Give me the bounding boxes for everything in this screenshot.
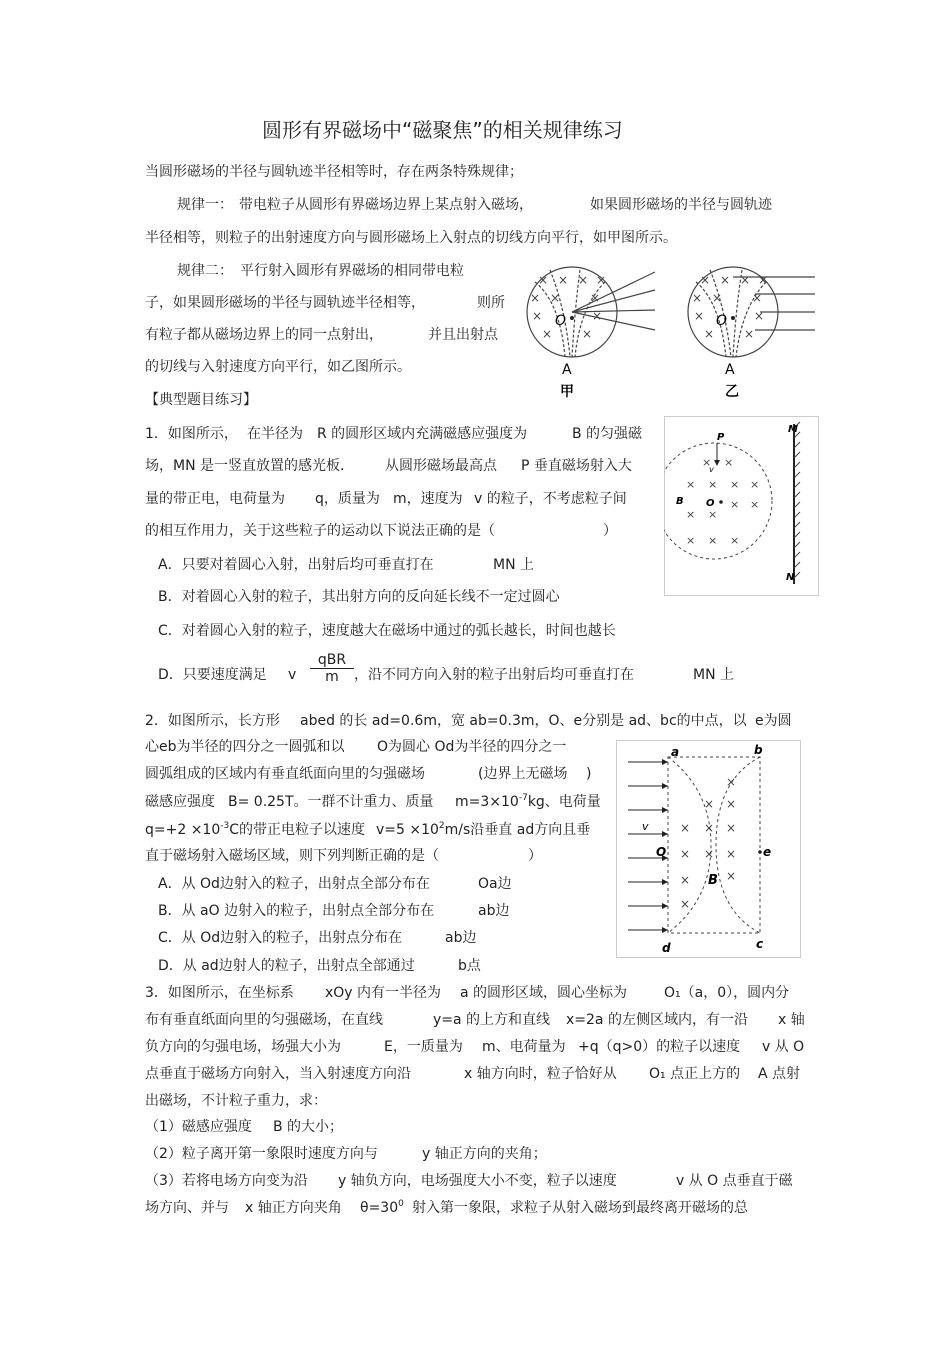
q1-option-b: B．对着圆心入射的粒子，其出射方向的反向延长线不一定过圆心 bbox=[158, 589, 560, 605]
svg-text:×: × bbox=[730, 498, 740, 511]
fig-label-e: e bbox=[763, 845, 772, 859]
svg-text:×: × bbox=[702, 456, 712, 469]
q1-text: 在半径为 bbox=[247, 426, 303, 442]
q3-sub3-text: y 轴负方向，电场强度大小不变，粒子以速度 bbox=[338, 1173, 617, 1189]
q2-text: ) bbox=[586, 766, 592, 782]
svg-text:×: × bbox=[596, 273, 607, 287]
q2-text: ） bbox=[528, 848, 542, 864]
q2-mass-exp: -7 bbox=[518, 793, 528, 803]
q3-text: +q（q>0）的粒子以速度 bbox=[578, 1039, 741, 1055]
q1-fraction bbox=[310, 652, 354, 685]
fig-label-b-field: B bbox=[708, 873, 718, 888]
q2-text: O为圆心 Od为半径的四分之一 bbox=[377, 739, 567, 755]
q1-option-d: D．只要速度满足 bbox=[158, 667, 267, 683]
svg-text:×: × bbox=[730, 534, 740, 547]
q3-text: 点垂直于磁场方向射入，当入射速度方向沿 bbox=[145, 1066, 411, 1082]
q3-text: x=2a 的左侧区域内，有一沿 bbox=[566, 1012, 748, 1028]
rule1-text: 半径相等，则粒子的出射速度方向与圆形磁场上入射点的切线方向平行，如甲图所示。 bbox=[145, 230, 677, 246]
svg-text:×: × bbox=[708, 534, 718, 547]
svg-text:×: × bbox=[740, 273, 751, 287]
rule1-text: 带电粒子从圆形有界磁场边界上某点射入磁场， bbox=[239, 197, 533, 213]
q1-text: P 垂直磁场射入大 bbox=[521, 458, 632, 474]
q2-option-b-tail: ab边 bbox=[478, 903, 510, 919]
q2-option-b: B．从 aO 边射入的粒子，出射点全部分布在 bbox=[158, 903, 435, 919]
q3-text: x 轴 bbox=[778, 1012, 805, 1028]
svg-text:×: × bbox=[724, 456, 734, 469]
q1-fraction-num: qBR bbox=[310, 652, 354, 669]
fig-label-o1: O bbox=[555, 313, 567, 329]
q2-charge-base: q=+2 ×10 bbox=[145, 822, 221, 838]
svg-text:×: × bbox=[754, 309, 765, 323]
q2-figure bbox=[616, 740, 801, 958]
q1-text: m，速度为 bbox=[393, 491, 463, 507]
rule2-text: 的切线与入射速度方向平行，如乙图所示。 bbox=[145, 359, 411, 375]
q3-sub3-tail: v 从 O 点垂直于磁 bbox=[676, 1173, 793, 1189]
q2-charge-unit: C的带正电粒子以速度 bbox=[229, 822, 366, 838]
q3-text: O₁ 点正上方的 bbox=[649, 1066, 741, 1082]
q3-text: x 轴正方向夹角 bbox=[245, 1200, 342, 1216]
q1-option-d-v: v bbox=[288, 667, 297, 683]
q3-text: 负方向的匀强电场，场强大小为 bbox=[145, 1039, 341, 1055]
q3-text: A 点射 bbox=[758, 1066, 801, 1082]
svg-text:×: × bbox=[680, 897, 691, 911]
q3-text: xOy 内有一半径为 bbox=[325, 985, 442, 1001]
svg-text:×: × bbox=[720, 273, 731, 287]
q1-option-d-text: ，沿不同方向入射的粒子出射后均可垂直打在 bbox=[354, 667, 634, 683]
q2-mass-base: m=3×10 bbox=[455, 794, 519, 810]
q2-velocity-exp: 2 bbox=[438, 821, 445, 831]
svg-text:×: × bbox=[680, 873, 691, 887]
svg-text:×: × bbox=[708, 508, 718, 521]
q2-text: abed 的长 ad=0.6m，宽 ab=0.3m，O、e分别是 ad、bc的中点，以 bbox=[300, 713, 747, 729]
fig-label-o: O bbox=[656, 845, 667, 859]
q2-option-c-tail: ab边 bbox=[445, 930, 477, 946]
svg-text:×: × bbox=[686, 508, 696, 521]
fig-label-o: O bbox=[706, 498, 715, 509]
q1-figure bbox=[664, 416, 819, 596]
fig-caption-yi: 乙 bbox=[725, 384, 739, 400]
fig-label-o2: O bbox=[716, 313, 728, 329]
fig-label-n: N bbox=[786, 572, 795, 583]
q2-text: 心eb为半径的四分之一圆弧和以 bbox=[145, 739, 345, 755]
svg-text:×: × bbox=[750, 478, 760, 491]
svg-text:×: × bbox=[694, 309, 705, 323]
fig-label-v: v bbox=[709, 465, 714, 474]
svg-text:×: × bbox=[550, 291, 561, 305]
q3-angle-exp: 0 bbox=[398, 1199, 404, 1209]
svg-text:×: × bbox=[712, 291, 723, 305]
q3-sub3: （3）若将电场方向变为沿 bbox=[145, 1173, 308, 1189]
fig-label-a: a bbox=[671, 745, 680, 759]
q3-text: x 轴方向时，粒子恰好从 bbox=[464, 1066, 617, 1082]
svg-text:×: × bbox=[726, 797, 737, 811]
svg-text:×: × bbox=[530, 291, 541, 305]
section-heading: 【典型题目练习】 bbox=[145, 392, 257, 408]
svg-text:×: × bbox=[708, 478, 718, 491]
q1-text: R 的圆形区域内充满磁感应强度为 bbox=[317, 426, 528, 442]
fig-label-b: B bbox=[676, 496, 684, 507]
q3-sub1: （1）磁感应强度 bbox=[145, 1119, 252, 1135]
q1-text: B 的匀强磁 bbox=[572, 426, 643, 442]
q3-sub2-tail: y 轴正方向的夹角； bbox=[422, 1146, 547, 1162]
rule2-text: 有粒子都从磁场边界上的同一点射出， bbox=[145, 327, 383, 343]
q2-mass-unit: kg、电荷量 bbox=[527, 794, 601, 810]
page-title: 圆形有界磁场中“磁聚焦”的相关规律练习 bbox=[262, 118, 623, 142]
q3-text: 布有垂直纸面向里的匀强磁场，在直线 bbox=[145, 1012, 383, 1028]
rule1-label: 规律一： bbox=[177, 197, 233, 213]
svg-text:×: × bbox=[686, 478, 696, 491]
q1-option-d-tail: MN 上 bbox=[693, 667, 735, 683]
fig-label-p: P bbox=[717, 432, 725, 443]
q2-option-c: C．从 Od边射入的粒子，出射点分布在 bbox=[158, 930, 403, 946]
q2-velocity-unit: m/s沿垂直 ad方向且垂 bbox=[444, 822, 591, 838]
q3-sub1-tail: B 的大小； bbox=[273, 1119, 344, 1135]
svg-text:×: × bbox=[726, 775, 737, 789]
fig-label-c: c bbox=[756, 937, 764, 951]
q2-charge-exp: -3 bbox=[220, 821, 230, 831]
q1-option-a-tail: MN 上 bbox=[493, 557, 535, 573]
q1-text: v 的粒子，不考虑粒子间 bbox=[474, 491, 627, 507]
svg-text:×: × bbox=[730, 478, 740, 491]
q2-text: e为圆 bbox=[755, 713, 792, 729]
q1-text: 场，MN 是一竖直放置的感光板． bbox=[145, 458, 355, 474]
svg-text:×: × bbox=[750, 498, 760, 511]
rule2-text: 平行射入圆形有界磁场的相同带电粒 bbox=[240, 263, 464, 279]
svg-text:×: × bbox=[726, 821, 737, 835]
q1-option-c: C．对着圆心入射的粒子，速度越大在磁场中通过的弧长越长，时间也越长 bbox=[158, 623, 616, 639]
svg-text:×: × bbox=[726, 869, 737, 883]
svg-text:×: × bbox=[578, 273, 589, 287]
q2-charge bbox=[145, 821, 365, 839]
q2-velocity-base: v=5 ×10 bbox=[376, 822, 439, 838]
fig-label-v: v bbox=[642, 820, 649, 833]
svg-text:×: × bbox=[692, 291, 703, 305]
fig-caption-jia: 甲 bbox=[560, 384, 574, 400]
rule2-text: 子，如果圆形磁场的半径与圆轨迹半径相等， bbox=[145, 295, 425, 311]
svg-text:×: × bbox=[758, 273, 769, 287]
q3-text: E，一质量为 bbox=[384, 1039, 463, 1055]
q2-text: 2．如图所示，长方形 bbox=[145, 713, 280, 729]
q1-text: ） bbox=[603, 523, 617, 539]
q2-text: 直于磁场射入磁场区域，则下列判断正确的是（ bbox=[145, 848, 439, 864]
svg-text:×: × bbox=[680, 821, 691, 835]
q3-text: 射入第一象限，求粒子从射入磁场到最终离开磁场的总 bbox=[412, 1200, 748, 1216]
q3-text: y=a 的上方和直线 bbox=[433, 1012, 551, 1028]
q1-text: 量的带正电，电荷量为 bbox=[145, 491, 285, 507]
q3-text: 出磁场，不计粒子重力，求： bbox=[145, 1093, 327, 1109]
q1-text: q，质量为 bbox=[315, 491, 380, 507]
q3-angle bbox=[360, 1199, 404, 1217]
q3-angle-base: θ=30 bbox=[360, 1200, 399, 1216]
svg-text:×: × bbox=[558, 273, 569, 287]
svg-text:×: × bbox=[582, 327, 593, 341]
svg-text:×: × bbox=[542, 327, 553, 341]
svg-text:×: × bbox=[726, 847, 737, 861]
rule1-text: 如果圆形磁场的半径与圆轨迹 bbox=[590, 197, 772, 213]
q3-sub2: （2）粒子离开第一象限时速度方向与 bbox=[145, 1146, 378, 1162]
q2-option-d: D．从 ad边射人的粒子，出射点全部通过 bbox=[158, 958, 415, 974]
q2-velocity bbox=[376, 821, 590, 839]
svg-text:×: × bbox=[590, 291, 601, 305]
q3-text: a 的圆形区域，圆心坐标为 bbox=[460, 985, 628, 1001]
svg-text:×: × bbox=[744, 327, 755, 341]
svg-text:×: × bbox=[680, 847, 691, 861]
intro-text: 当圆形磁场的半径与圆轨迹半径相等时，存在两条特殊规律； bbox=[145, 164, 523, 180]
q2-option-a: A．从 Od边射入的粒子，出射点全部分布在 bbox=[158, 876, 430, 892]
rule2-text: 并且出射点 bbox=[428, 327, 498, 343]
rule2-text: 则所 bbox=[477, 295, 505, 311]
q2-option-a-tail: Oa边 bbox=[478, 876, 512, 892]
q3-text: O₁（a，0），圆内分 bbox=[664, 985, 790, 1001]
q1-text: 1．如图所示， bbox=[145, 426, 238, 442]
q2-option-d-tail: b点 bbox=[458, 958, 481, 974]
q3-text: v 从 O bbox=[762, 1039, 805, 1055]
q2-mass bbox=[455, 793, 601, 811]
q3-text: 场方向、并与 bbox=[145, 1200, 229, 1216]
fig-label-a1: A bbox=[562, 362, 572, 378]
q2-text: (边界上无磁场 bbox=[478, 766, 568, 782]
q2-text: B= 0.25T。一群不计重力、质量 bbox=[228, 794, 434, 810]
q3-text: 3．如图所示，在坐标系 bbox=[145, 985, 294, 1001]
svg-text:×: × bbox=[700, 273, 711, 287]
svg-text:×: × bbox=[538, 273, 549, 287]
q1-text: 从圆形磁场最高点 bbox=[385, 458, 497, 474]
svg-text:×: × bbox=[704, 797, 715, 811]
svg-text:×: × bbox=[704, 327, 715, 341]
q2-text: 圆弧组成的区域内有垂直纸面向里的匀强磁场 bbox=[145, 766, 425, 782]
q1-option-a: A．只要对着圆心入射，出射后均可垂直打在 bbox=[158, 557, 434, 573]
svg-text:×: × bbox=[686, 534, 696, 547]
q2-text: 磁感应强度 bbox=[145, 794, 215, 810]
svg-text:×: × bbox=[704, 847, 715, 861]
svg-text:×: × bbox=[592, 309, 603, 323]
svg-text:×: × bbox=[704, 821, 715, 835]
fig-label-m: M bbox=[788, 424, 798, 435]
q1-fraction-den: m bbox=[325, 669, 339, 685]
fig-label-b: b bbox=[754, 743, 763, 757]
svg-text:×: × bbox=[752, 291, 763, 305]
fig-label-d: d bbox=[662, 941, 671, 955]
svg-text:×: × bbox=[532, 309, 543, 323]
q3-text: m、电荷量为 bbox=[482, 1039, 566, 1055]
rule2-label: 规律二： bbox=[177, 263, 233, 279]
q1-text: 的相互作用力，关于这些粒子的运动以下说法正确的是（ bbox=[145, 523, 495, 539]
fig-label-a2: A bbox=[725, 362, 735, 378]
rules-figure bbox=[520, 262, 820, 402]
